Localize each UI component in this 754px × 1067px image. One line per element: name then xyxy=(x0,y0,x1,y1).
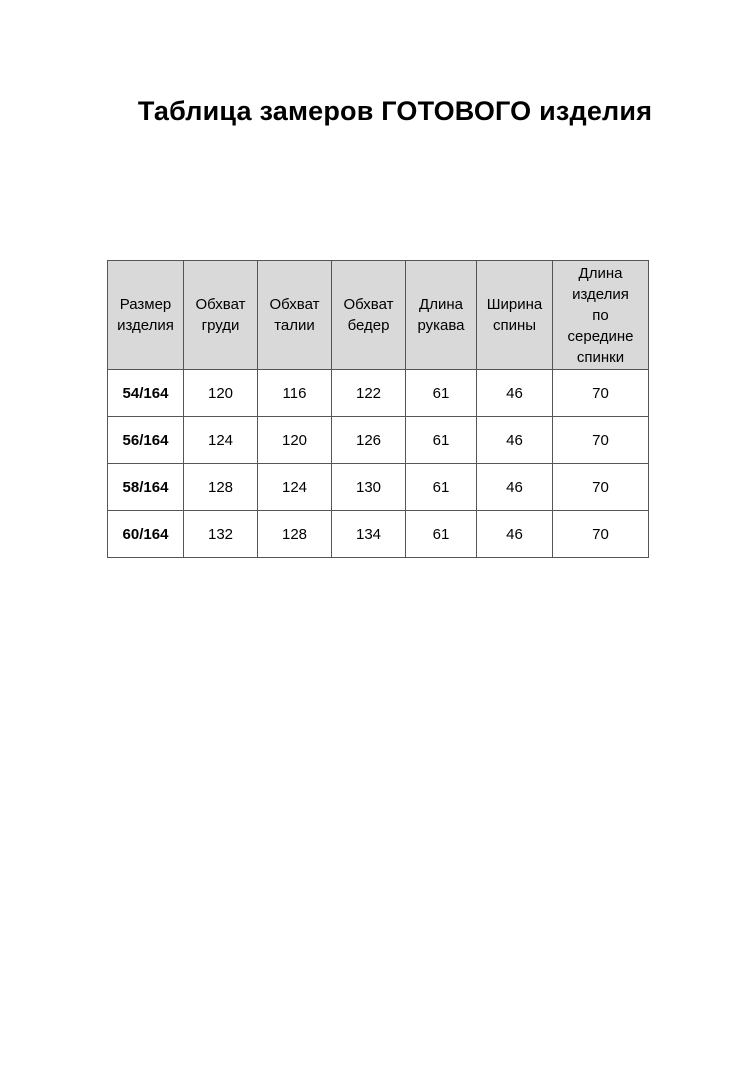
sleeve-length-cell: 61 xyxy=(406,511,477,558)
header-line: Длина xyxy=(419,296,463,313)
header-line: Обхват xyxy=(343,296,394,313)
header-line: груди xyxy=(201,317,240,334)
header-line: Обхват xyxy=(195,296,246,313)
chest-cell: 124 xyxy=(184,417,258,464)
header-line: Длина xyxy=(578,264,623,282)
chest-cell: 120 xyxy=(184,370,258,417)
back-width-cell: 46 xyxy=(477,464,553,511)
table-row xyxy=(108,464,649,511)
header-row xyxy=(108,261,649,370)
back-width-cell: 46 xyxy=(477,511,553,558)
hips-cell: 122 xyxy=(332,370,406,417)
table-row xyxy=(108,417,649,464)
size-cell: 58/164 xyxy=(108,464,184,511)
header-line: по xyxy=(592,306,609,324)
header-line: Обхват xyxy=(269,296,320,313)
header-waist xyxy=(258,261,332,370)
sleeve-length-cell: 61 xyxy=(406,370,477,417)
header-back-width xyxy=(477,261,553,370)
waist-cell: 120 xyxy=(258,417,332,464)
header-size xyxy=(108,261,184,370)
size-cell: 54/164 xyxy=(108,370,184,417)
header-chest xyxy=(184,261,258,370)
garment-length-cell: 70 xyxy=(553,511,649,558)
header-garment-length xyxy=(553,261,649,370)
header-hips xyxy=(332,261,406,370)
header-line: Ширина xyxy=(486,296,543,313)
waist-cell: 128 xyxy=(258,511,332,558)
hips-cell: 126 xyxy=(332,417,406,464)
garment-length-cell: 70 xyxy=(553,464,649,511)
header-line: Размер xyxy=(119,296,172,313)
chest-cell: 128 xyxy=(184,464,258,511)
header-line: бедер xyxy=(347,317,390,334)
page-title: Таблица замеров ГОТОВОГО изделия xyxy=(137,96,653,126)
header-line: середине xyxy=(567,327,634,345)
sleeve-length-cell: 61 xyxy=(406,464,477,511)
size-cell: 60/164 xyxy=(108,511,184,558)
header-line: изделия xyxy=(117,317,174,334)
header-line: спины xyxy=(492,317,537,334)
hips-cell: 130 xyxy=(332,464,406,511)
table-row xyxy=(108,511,649,558)
back-width-cell: 46 xyxy=(477,417,553,464)
header-line: рукава xyxy=(417,317,465,334)
size-chart-table xyxy=(107,260,649,558)
table-row xyxy=(108,370,649,417)
waist-cell: 116 xyxy=(258,370,332,417)
header-line: спинки xyxy=(576,348,625,366)
sleeve-length-cell: 61 xyxy=(406,417,477,464)
header-sleeve-length xyxy=(406,261,477,370)
waist-cell: 124 xyxy=(258,464,332,511)
garment-length-cell: 70 xyxy=(553,417,649,464)
back-width-cell: 46 xyxy=(477,370,553,417)
hips-cell: 134 xyxy=(332,511,406,558)
size-cell: 56/164 xyxy=(108,417,184,464)
garment-length-cell: 70 xyxy=(553,370,649,417)
header-line: изделия xyxy=(572,285,629,303)
header-line: талии xyxy=(274,317,315,334)
chest-cell: 132 xyxy=(184,511,258,558)
